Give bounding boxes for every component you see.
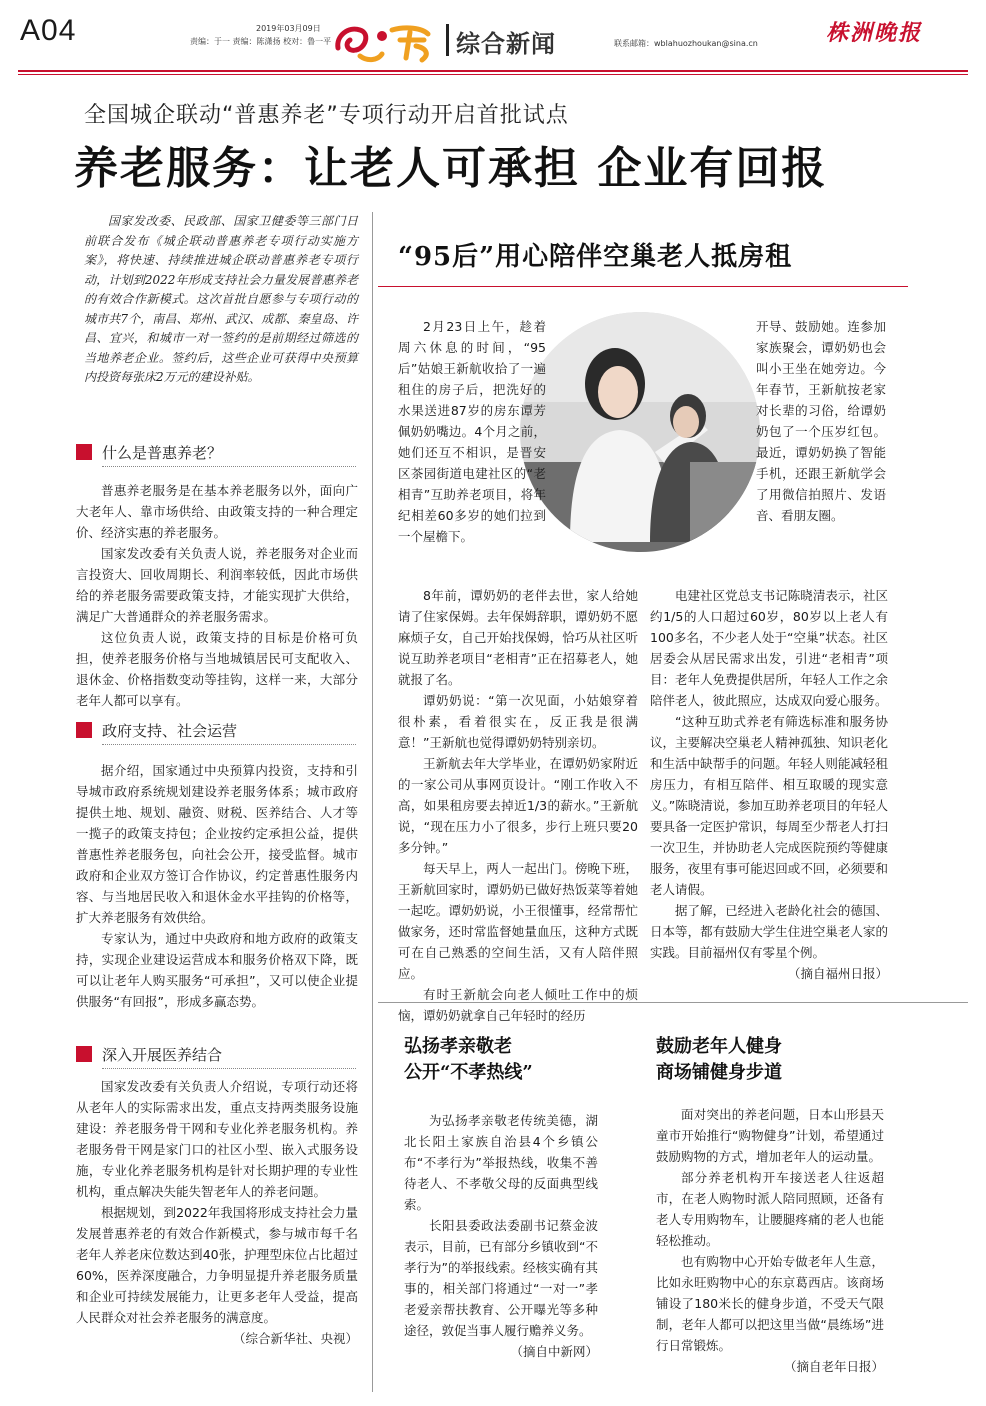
source-credit: （综合新华社、央视） xyxy=(232,1331,358,1346)
story-headline-line: 鼓励老年人健身 xyxy=(656,1036,782,1057)
section-heading xyxy=(76,440,356,464)
paragraph: 据了解，已经进入老龄化社会的德国、日本等，都有鼓励大学生住进空巢老人家的实践。目前福州仅有零星个例。 xyxy=(650,903,888,960)
section-marker-icon xyxy=(76,1046,92,1062)
headline-kicker: 全国城企联动“普惠养老”专项行动开启首批试点 xyxy=(84,103,569,128)
paragraph: 开导、鼓励她。连参加家族聚会，谭奶奶也会叫小王坐在她旁边。今年春节，王新航按老家对长辈的习俗，给谭奶奶包了一个压岁红包。最近，谭奶奶换了智能手机，还跟王新航学会了用微信拍照片、发语音、看朋友圈。 xyxy=(756,319,886,523)
header-rule xyxy=(18,70,968,72)
feature-intro-right xyxy=(756,316,886,526)
paragraph: 部分养老机构开车接送老人往返超市，在老人购物时派人陪同照顾，还备有老人专用购物车，让腰腿疼痛的老人也能轻松推动。 xyxy=(656,1170,884,1248)
paragraph: 长阳县委政法委副书记蔡金波表示，目前，已有部分乡镇收到“不孝行为”的举报线索。经核实确有其事的，相关部门将通过“一对一”孝老爱亲帮扶教育、公开曝光等多种途径，敦促当事人履行赡养义务。 xyxy=(404,1218,598,1338)
feature-intro-left xyxy=(398,316,546,547)
contact-email: 联系邮箱：wblahuozhoukan@sina.cn xyxy=(614,39,758,48)
story-body xyxy=(404,1110,598,1362)
story-divider xyxy=(378,1002,968,1003)
feature-column-2 xyxy=(650,585,888,984)
paragraph: 国家发改委有关负责人说，养老服务对企业而言投资大、回收周期长、利润率较低，因此市场供给的养老服务需要政策支持，才能实现扩大供给，满足广大普通群众的养老服务需求。 xyxy=(76,546,358,624)
feature-rule xyxy=(378,286,908,287)
paragraph: 据介绍，国家通过中央预算内投资，支持和引导城市政府系统规划建设养老服务体系；城市政府提供土地、规划、融资、财税、医养结合、人才等一揽子的政策支持包；企业按约定承担公益，提供普惠性养老服务包，向社会公开，接受监督。城市政府和企业双方签订合作协议，约定普惠性服务内容、与当地居民收入和退休金水平挂钩的价格等，扩大养老服务有效供给。 xyxy=(76,763,358,925)
paragraph: 为弘扬孝亲敬老传统美德，湖北长阳土家族自治县4个乡镇公布“不孝行为”举报热线，收集不善待老人、不孝敬父母的反面典型线索。 xyxy=(404,1113,598,1212)
paragraph: 普惠养老服务是在基本养老服务以外，面向广大老年人、靠市场供给、由政策支持的一种合理定价、经济实惠的养老服务。 xyxy=(76,483,358,540)
header-rule-thin xyxy=(18,74,968,75)
paragraph: 面对突出的养老问题，日本山形县天童市开始推行“购物健身”计划，希望通过鼓励购物的方式，增加老年人的运动量。 xyxy=(656,1107,884,1164)
paragraph: 根据规划，到2022年我国将形成支持社会力量发展普惠养老的有效合作新模式，参与城市每千名老年人养老床位数达到40张，护理型床位占比超过60%，医养深度融合，力争明显提升养老服务质量和企业可持续发展能力，让更多老年人受益，提高人民群众对社会养老服务的满意度。 xyxy=(76,1205,358,1325)
column-separator xyxy=(446,24,449,56)
paragraph: 王新航去年大学毕业，在谭奶奶家附近的一家公司从事网页设计。“刚工作收入不高，如果租房要去掉近1/3的薪水。”王新航说，“现在压力小了很多，步行上班只要20多分钟。” xyxy=(398,756,638,855)
section-divider xyxy=(102,744,356,745)
section-body xyxy=(76,760,358,1012)
feature-headline: “95后”用心陪伴空巢老人抵房租 xyxy=(398,242,793,272)
column-name: 综合新闻 xyxy=(456,30,556,58)
paragraph: 也有购物中心开始专做老年人生意，比如永旺购物中心的东京葛西店。该商场铺设了180米长的健身步道，不受天气限制，老年人都可以把这里当做“晨练场”进行日常锻炼。 xyxy=(656,1254,884,1353)
source-credit: （摘自中新网） xyxy=(510,1344,598,1359)
section-title: 政府支持、社会运营 xyxy=(102,722,238,740)
paragraph: 每天早上，两人一起出门。傍晚下班，王新航回家时，谭奶奶已做好热饭菜等着她一起吃。谭奶奶说，小王很懂事，经常帮忙做家务，还时常监督她量血压，这种方式既可在自己熟悉的空间生活，又有人陪伴照应。 xyxy=(398,861,638,981)
section-title: 深入开展医养结合 xyxy=(102,1046,223,1064)
paragraph: 国家发改委有关负责人介绍说，专项行动还将从老年人的实际需求出发，重点支持两类服务设施建设：养老服务骨干网和专业化养老服务机构。养老服务骨干网是家门口的社区小型、嵌入式服务设施，专业化养老服务机构是针对长期护理的专业性机构，重点解决失能失智老年人的养老问题。 xyxy=(76,1079,358,1199)
section-title: 什么是普惠养老？ xyxy=(102,444,223,462)
paragraph: 电建社区党总支书记陈晓清表示，社区约1/5的人口超过60岁，80岁以上老人有100多名，不少老人处于“空巢”状态。社区居委会从居民需求出发，引进“老相青”项目：老年人免费提供居所，年轻人工作之余陪伴老人，彼此照应，达成双向爱心服务。 xyxy=(650,588,888,708)
story-headline-line: 弘扬孝亲敬老 xyxy=(404,1036,512,1057)
section-divider xyxy=(102,466,356,467)
paragraph: “这种互助式养老有筛选标准和服务协议，主要解决空巢老人精神孤独、知识老化和生活中缺帮手的问题。年轻人则能减轻租房压力，有相互陪伴、相互取暖的现实意义。”陈晓清说，参加互助养老项目的年轻人要具备一定医护常识，每周至少帮老人打扫一次卫生，并协助老人完成医院预约等健康服务，夜里有事可能迟回或不回，必须要和老人请假。 xyxy=(650,714,888,897)
newspaper-logo: 株洲晚报 xyxy=(826,20,923,46)
paragraph: 8年前，谭奶奶的老伴去世，家人给她请了住家保姆。去年保姆辞职，谭奶奶不愿麻烦子女，自己开始找保姆，恰巧从社区听说互助养老项目“老相青”正在招募老人，她就报了名。 xyxy=(398,588,638,687)
section-heading xyxy=(76,718,356,742)
lead-paragraph: 国家发改委、民政部、国家卫健委等三部门日前联合发布《城企联动普惠养老专项行动实施方案》，将快速、持续推进城企联动普惠养老专项行动，计划到2022年形成支持社会力量发展普惠养老的有效合作新模式。这次首批自愿参与专项行动的城市共7个，南昌、郑州、武汉、成都、秦皇岛、许昌、宜兴，和城市一对一签约的是前期经过筛选的当地养老企业。签约后，这些企业可获得中央预算内投资每张床2万元的建设补贴。 xyxy=(84,214,358,384)
story-headline xyxy=(656,1034,782,1086)
section-divider xyxy=(102,1068,356,1069)
feature-photo xyxy=(520,312,760,552)
source-credit: （摘自福州日报） xyxy=(787,966,888,981)
column-logo-icon xyxy=(330,18,440,66)
photo-two-women-laughing-icon xyxy=(520,312,760,552)
section-marker-icon xyxy=(76,444,92,460)
story-headline-line: 商场铺健身步道 xyxy=(656,1062,782,1083)
story-headline-line: 公开“不孝热线” xyxy=(404,1062,533,1083)
paragraph: 专家认为，通过中央政府和地方政府的政策支持，实现企业建设运营成本和服务价格双下降，既可以让老年人购买服务“可承担”，又可以使企业提供服务“有回报”，形成多赢态势。 xyxy=(76,931,358,1009)
main-headline: 养老服务：让老人可承担 企业有回报 xyxy=(74,143,828,194)
paragraph: 2月23日上午，趁着周六休息的时间，“95后”姑娘王新航收拾了一遍租住的房子后，把洗好的水果送进87岁的房东谭芳佩奶奶嘴边。4个月之前，她们还互不相识，是晋安区茶园街道电建社区的“老相青”互助养老项目，将年纪相差60多岁的她们拉到一个屋檐下。 xyxy=(398,319,546,544)
source-credit: （摘自老年日报） xyxy=(783,1359,884,1374)
section-heading xyxy=(76,1042,356,1066)
issue-date: 2019年03月09日 xyxy=(256,24,321,33)
paragraph: 这位负责人说，政策支持的目标是价格可负担，使养老服务价格与当地城镇居民可支配收入、退休金、价格指数变动等挂钩，这样一来，大部分老年人都可以享有。 xyxy=(76,630,358,708)
editors-line: 责编：于一 责编：陈潇扬 校对：鲁一平 xyxy=(190,37,332,46)
column-divider xyxy=(372,212,373,1392)
feature-column-1 xyxy=(398,585,638,1026)
section-body xyxy=(76,1076,358,1349)
section-marker-icon xyxy=(76,722,92,738)
section-body xyxy=(76,480,358,711)
paragraph: 有时王新航会向老人倾吐工作中的烦恼，谭奶奶就拿自己年轻时的经历 xyxy=(398,987,638,1023)
story-body xyxy=(656,1104,884,1377)
page-number: A04 xyxy=(20,14,77,47)
paragraph: 谭奶奶说：“第一次见面，小姑娘穿着很朴素，看着很实在，反正我是很满意！”王新航也觉得谭奶奶特别亲切。 xyxy=(398,693,638,750)
story-headline xyxy=(404,1034,533,1086)
